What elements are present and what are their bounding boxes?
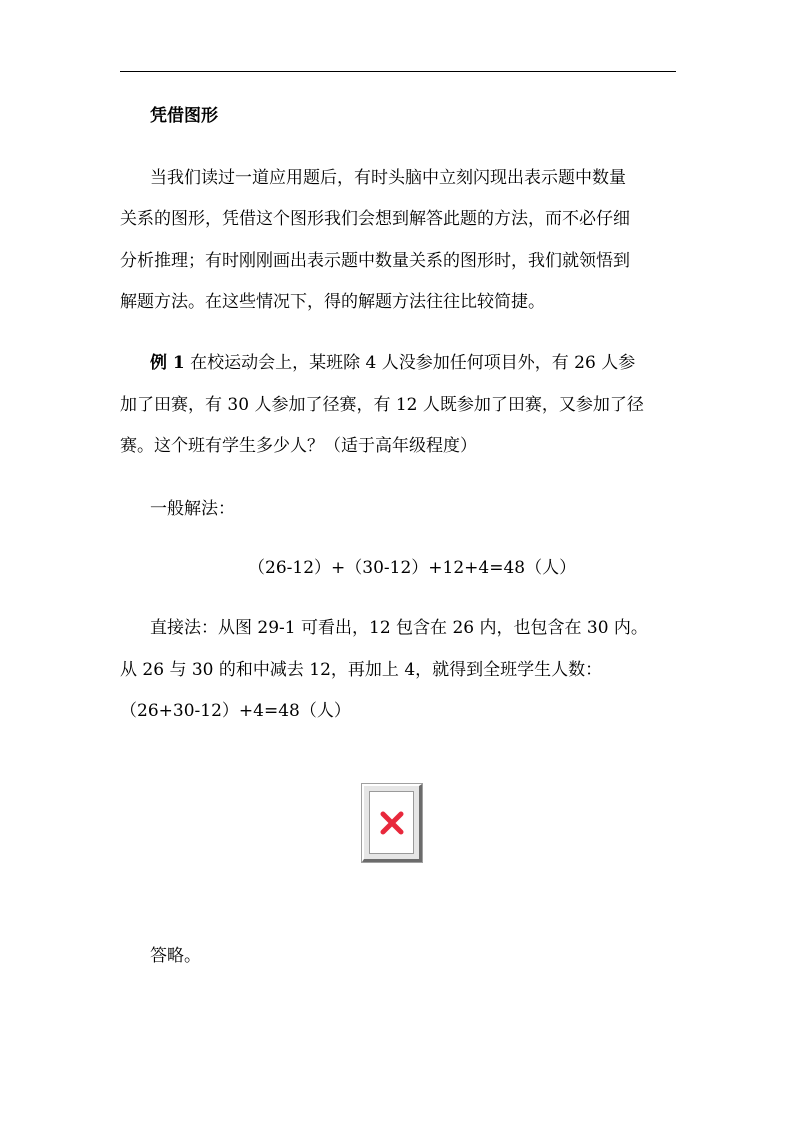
figure-29-1-placeholder	[362, 784, 422, 862]
direct-method-formula: （26+30-12）+4=48（人）	[120, 701, 351, 721]
example-line-3: 赛。这个班有学生多少人？（适于高年级程度）	[120, 436, 477, 456]
broken-image-frame	[369, 791, 414, 854]
direct-method-line-2: 从 26 与 30 的和中减去 12，再加上 4，就得到全班学生人数：	[120, 660, 603, 680]
example-line-2: 加了田赛，有 30 人参加了径赛，有 12 人既参加了田赛，又参加了径	[120, 395, 644, 415]
general-formula: （26-12）+（30-12）+12+4=48（人）	[248, 558, 577, 578]
header-rule	[120, 71, 676, 72]
intro-line-4: 解题方法。在这些情况下，得的解题方法往往比较简捷。	[120, 292, 545, 312]
example-line-1	[150, 351, 635, 375]
section-title: 凭借图形	[150, 106, 218, 126]
intro-line-1: 当我们读过一道应用题后，有时头脑中立刻闪现出表示题中数量	[150, 168, 626, 188]
answer-text: 答略。	[150, 946, 201, 966]
broken-image-icon	[379, 811, 405, 835]
example-label: 例 1	[150, 353, 185, 373]
intro-line-3: 分析推理；有时刚刚画出表示题中数量关系的图形时，我们就领悟到	[120, 251, 630, 271]
example-line-1-text: 在校运动会上，某班除 4 人没参加任何项目外，有 26 人参	[184, 353, 636, 373]
direct-method-line-1: 直接法：从图 29-1 可看出，12 包含在 26 内，也包含在 30 内。	[150, 618, 648, 638]
intro-line-2: 关系的图形，凭借这个图形我们会想到解答此题的方法，而不必仔细	[120, 209, 630, 229]
general-method-label: 一般解法：	[150, 499, 235, 519]
